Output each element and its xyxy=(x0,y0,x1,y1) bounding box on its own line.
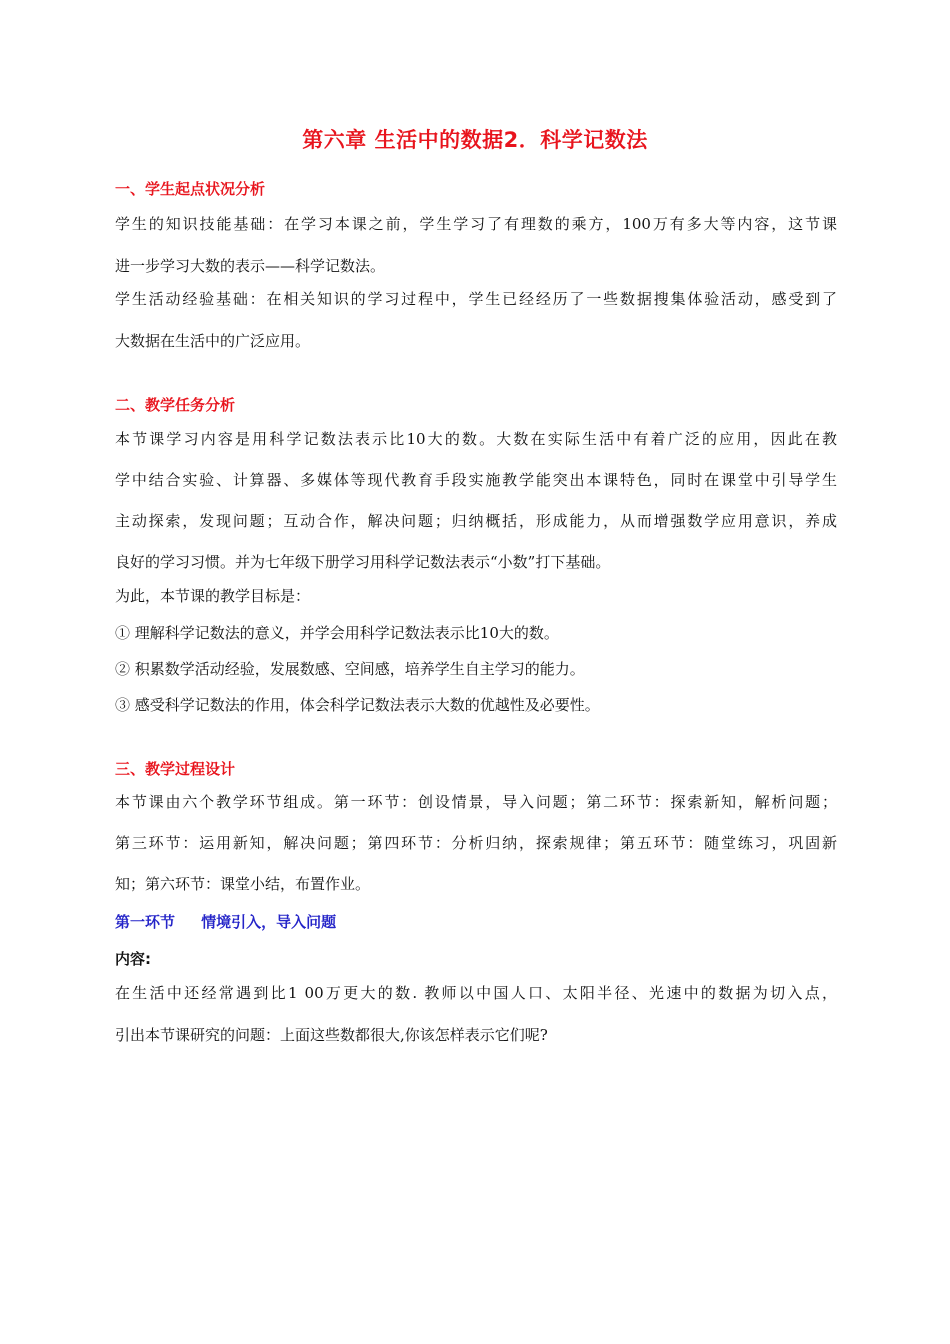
objective-item-1: ① 理解科学记数法的意义，并学会用科学记数法表示比10大的数。 xyxy=(115,624,559,642)
paragraph-line: 在生活中还经常遇到比1 00万更大的数. 教师以中国人口、太阳半径、光速中的数据为切入点， xyxy=(115,984,837,1002)
objective-item-3: ③ 感受科学记数法的作用，体会科学记数法表示大数的优越性及必要性。 xyxy=(115,696,600,714)
paragraph-line: 为此，本节课的教学目标是： xyxy=(115,587,311,605)
content-label: 内容: xyxy=(115,950,151,968)
objective-item-2: ② 积累数学活动经验，发展数感、空间感，培养学生自主学习的能力。 xyxy=(115,660,585,678)
paragraph-line: 学生活动经验基础：在相关知识的学习过程中，学生已经经历了一些数据搜集体验活动，感受到了 xyxy=(115,290,837,308)
paragraph-line: 知；第六环节：课堂小结，布置作业。 xyxy=(115,875,371,893)
paragraph-line: 学中结合实验、计算器、多媒体等现代教育手段实施教学能突出本课特色，同时在课堂中引导学生 xyxy=(115,471,837,489)
stage-heading: 第一环节 情境引入，导入问题 xyxy=(115,913,337,931)
paragraph-line: 第三环节：运用新知，解决问题；第四环节：分析归纳，探索规律；第五环节：随堂练习，巩固新 xyxy=(115,834,837,852)
paragraph-line: 引出本节课研究的问题：上面这些数都很大,你该怎样表示它们呢? xyxy=(115,1026,548,1044)
document-title: 第六章 生活中的数据2．科学记数法 xyxy=(302,128,648,152)
paragraph-line: 主动探索，发现问题；互动合作，解决问题；归纳概括，形成能力，从而增强数学应用意识，养成 xyxy=(115,512,837,530)
paragraph-line: 本节课学习内容是用科学记数法表示比10大的数。大数在实际生活中有着广泛的应用，因此在教 xyxy=(115,430,837,448)
paragraph-line: 本节课由六个教学环节组成。第一环节：创设情景，导入问题；第二环节：探索新知，解析问题； xyxy=(115,793,837,811)
paragraph-line: 进一步学习大数的表示——科学记数法。 xyxy=(115,257,386,275)
paragraph-line: 大数据在生活中的广泛应用。 xyxy=(115,332,311,350)
section-heading-2: 二、教学任务分析 xyxy=(115,396,236,414)
section-heading-3: 三、教学过程设计 xyxy=(115,760,236,778)
section-heading-1: 一、学生起点状况分析 xyxy=(115,180,266,198)
paragraph-line: 学生的知识技能基础：在学习本课之前，学生学习了有理数的乘方，100万有多大等内容，这节课 xyxy=(115,215,837,233)
paragraph-line: 良好的学习习惯。并为七年级下册学习用科学记数法表示“小数”打下基础。 xyxy=(115,553,611,571)
